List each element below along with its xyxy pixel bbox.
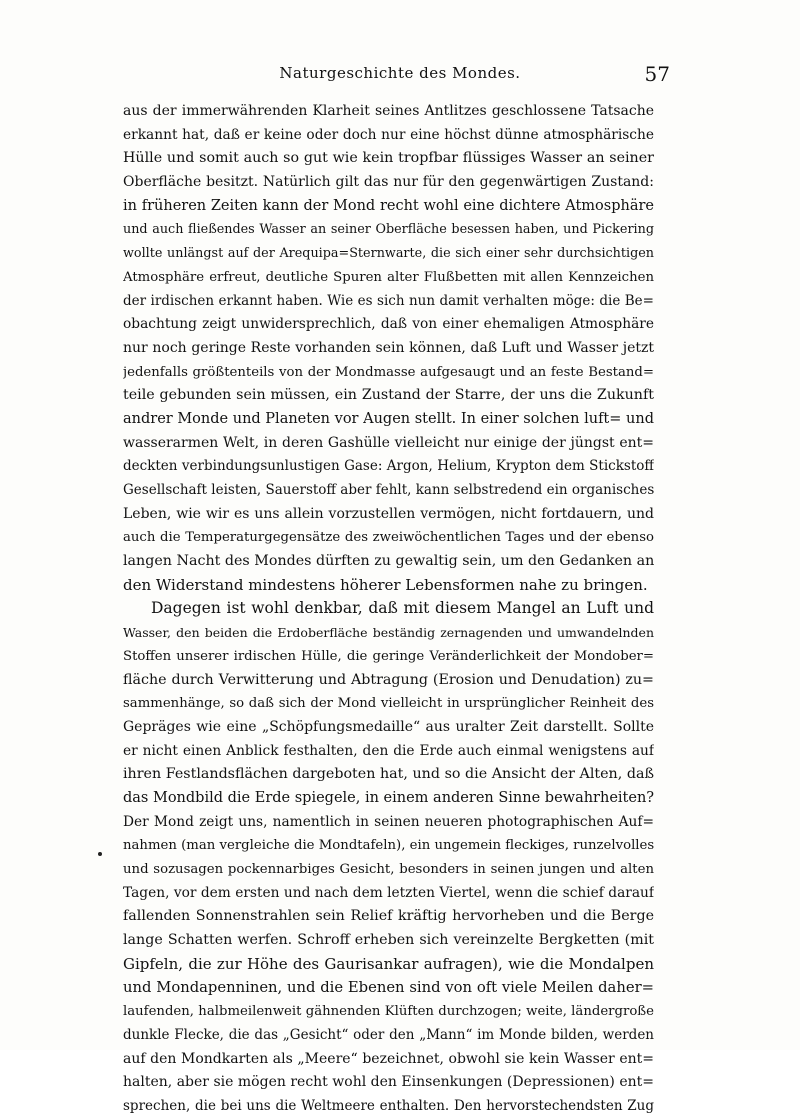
text-line: andrer Monde und Planeten vor Augen stellt. In einer solchen luft= und — [123, 410, 654, 427]
running-head: Naturgeschichte des Mondes. — [279, 64, 521, 82]
text-line: Atmosphäre erfreut, deutliche Spuren alter Flußbetten mit allen Kennzeichen — [123, 269, 654, 285]
text-line: obachtung zeigt unwidersprechlich, daß von einer ehemaligen Atmosphäre — [123, 316, 654, 333]
text-line: Gipfeln, die zur Höhe des Gaurisankar aufragen), wie die Mondalpen — [123, 954, 654, 973]
text-line: Oberfläche besitzt. Natürlich gilt das nur für den gegenwärtigen Zustand: — [123, 174, 654, 191]
text-line: jedenfalls größtenteils von der Mondmasse aufgesaugt und an feste Bestand= — [123, 364, 654, 380]
text-line: Der Mond zeigt uns, namentlich in seinen neueren photographischen Auf= — [123, 813, 654, 830]
text-line: und Mondapenninen, und die Ebenen sind von oft viele Meilen daher= — [123, 979, 654, 997]
text-line: erkannt hat, daß er keine oder doch nur eine höchst dünne atmosphärische — [123, 126, 654, 143]
text-line: deckten verbindungsunlustigen Gase: Argon, Helium, Krypton dem Stickstoff — [123, 458, 654, 475]
text-line: wollte unlängst auf der Arequipa=Sternwarte, die sich einer sehr durchsichtigen — [123, 246, 654, 262]
text-line: das Mondbild die Erde spiegele, in einem anderen Sinne bewahrheiten? — [123, 789, 654, 806]
text-line: Leben, wie wir es uns allein vorzustellen vermögen, nicht fortdauern, und — [123, 505, 654, 522]
text-line: Hülle und somit auch so gut wie kein tropfbar flüssiges Wasser an seiner — [123, 150, 654, 167]
text-line: den Widerstand mindestens höherer Lebensformen nahe zu bringen. — [123, 575, 648, 594]
paragraph-2 — [123, 597, 654, 1118]
text-line: aus der immerwährenden Klarheit seines Antlitzes geschlossene Tatsache — [123, 103, 654, 119]
text-line: Dagegen ist wohl denkbar, daß mit diesem Mangel an Luft und — [151, 599, 654, 618]
text-line: er nicht einen Anblick festhalten, den die Erde auch einmal wenigstens auf — [123, 742, 654, 759]
text-line: langen Nacht des Mondes dürften zu gewaltig sein, um den Gedanken an — [123, 553, 654, 570]
margin-dot-mark — [98, 852, 102, 856]
text-line: dunkle Flecke, die das „Gesicht“ oder den „Mann“ im Monde bilden, werden — [123, 1026, 654, 1043]
text-line: Tagen, vor dem ersten und nach dem letzten Viertel, wenn die schief darauf — [123, 884, 654, 901]
text-line: wasserarmen Welt, in deren Gashülle vielleicht nur einige der jüngst ent= — [123, 434, 654, 451]
text-line: ihren Festlandsflächen dargeboten hat, und so die Ansicht der Alten, daß — [123, 766, 654, 783]
text-line: fläche durch Verwitterung und Abtragung (Erosion und Denudation) zu= — [123, 671, 654, 688]
text-line: laufenden, halbmeilenweit gähnenden Klüften durchzogen; weite, ländergroße — [123, 1004, 654, 1020]
text-line: der irdischen erkannt haben. Wie es sich nun damit verhalten möge: die Be= — [123, 292, 654, 309]
text-line: auch die Temperaturgegensätze des zweiwöchentlichen Tages und der ebenso — [123, 530, 654, 546]
text-line: lange Schatten werfen. Schroff erheben sich vereinzelte Bergketten (mit — [123, 932, 654, 949]
paragraph-1 — [123, 100, 654, 597]
text-line: nur noch geringe Reste vorhanden sein können, daß Luft und Wasser jetzt — [123, 339, 654, 356]
body-text — [123, 100, 654, 1119]
text-line: Gesellschaft leisten, Sauerstoff aber fehlt, kann selbstredend ein organisches — [123, 482, 654, 498]
text-line: und auch fließendes Wasser an seiner Oberfläche besessen haben, und Pickering — [123, 222, 654, 238]
text-line: sprechen, die bei uns die Weltmeere enthalten. Den hervorstechendsten Zug — [123, 1097, 654, 1114]
page-number: 57 — [644, 62, 670, 86]
text-line: Stoffen unserer irdischen Hülle, die geringe Veränderlichkeit der Mondober= — [123, 648, 654, 664]
text-line: teile gebunden sein müssen, ein Zustand der Starre, der uns die Zukunft — [123, 387, 654, 404]
text-line: nahmen (man vergleiche die Mondtafeln), ein ungemein fleckiges, runzelvolles — [123, 838, 654, 854]
text-line: in früheren Zeiten kann der Mond recht wohl eine dichtere Atmosphäre — [123, 197, 654, 214]
text-line: sammenhänge, so daß sich der Mond vielleicht in ursprünglicher Reinheit des — [123, 696, 654, 712]
text-line: Gepräges wie eine „Schöpfungsmedaille“ aus uralter Zeit darstellt. Sollte — [123, 718, 654, 735]
text-line: auf den Mondkarten als „Meere“ bezeichnet, obwohl sie kein Wasser ent= — [123, 1050, 654, 1067]
text-line: und sozusagen pockennarbiges Gesicht, besonders in seinen jungen und alten — [123, 862, 654, 877]
text-line: fallenden Sonnenstrahlen sein Relief kräftig hervorheben und die Berge — [123, 908, 654, 925]
text-line: halten, aber sie mögen recht wohl den Einsenkungen (Depressionen) ent= — [123, 1074, 654, 1091]
text-line: Wasser, den beiden die Erdoberfläche beständig zernagenden und umwandelnden — [123, 625, 654, 641]
